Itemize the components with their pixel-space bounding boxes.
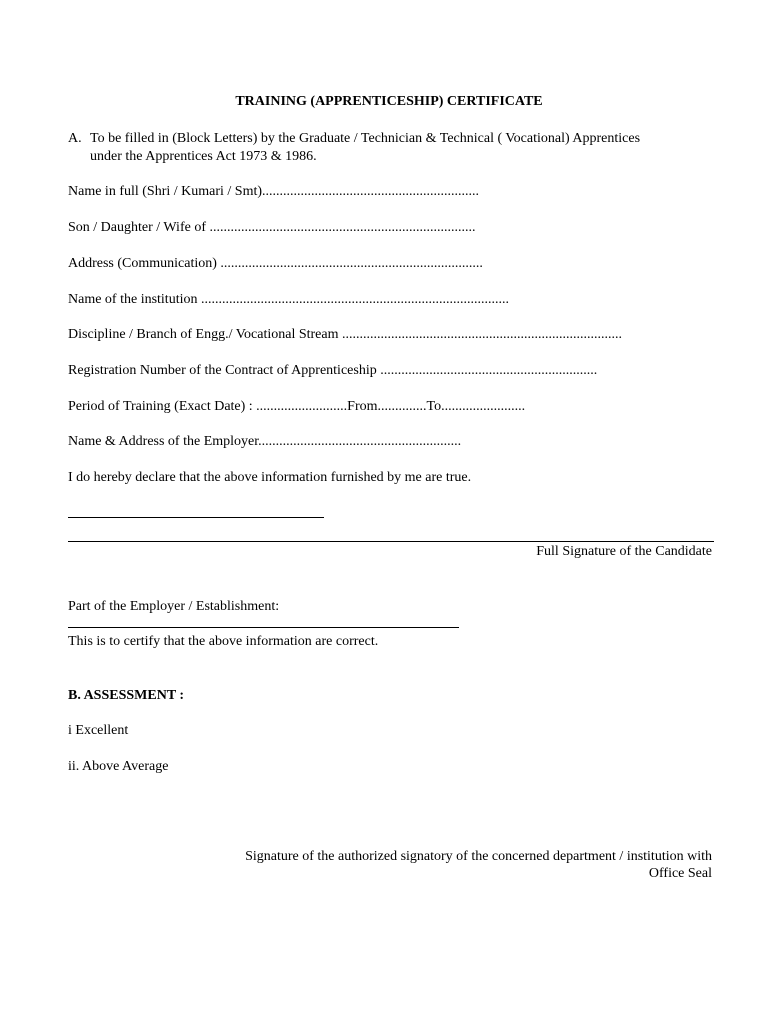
address-field[interactable]: Address (Communication) ........................................................................... <box>68 256 483 271</box>
section-a-marker: A. <box>68 131 82 146</box>
authorized-signature-line2: Office Seal <box>648 866 712 881</box>
discipline-field[interactable]: Discipline / Branch of Engg./ Vocational Stream ................................................................................ <box>68 327 622 342</box>
institution-field[interactable]: Name of the institution ........................................................................................ <box>68 292 509 307</box>
assessment-heading: B. ASSESSMENT : <box>68 688 185 703</box>
employer-field[interactable]: Name & Address of the Employer.......................................................... <box>68 434 462 449</box>
signature-blank-line[interactable] <box>68 517 324 518</box>
training-period-field[interactable]: Period of Training (Exact Date) : ..........................From..............To........................ <box>68 399 526 414</box>
page-title: TRAINING (APPRENTICESHIP) CERTIFICATE <box>235 94 543 109</box>
employer-part-heading: Part of the Employer / Establishment: <box>68 599 280 614</box>
section-divider <box>68 541 714 542</box>
registration-number-field[interactable]: Registration Number of the Contract of Apprenticeship .............................................................. <box>68 363 598 378</box>
authorized-signature-line1: Signature of the authorized signatory of the concerned department / institution with <box>245 849 712 864</box>
section-a-instruction-line1: To be filled in (Block Letters) by the Graduate / Technician & Technical ( Vocational) Apprentices <box>90 131 641 146</box>
candidate-signature-label: Full Signature of the Candidate <box>536 544 712 559</box>
assessment-item-excellent[interactable]: i Excellent <box>68 723 129 738</box>
name-field[interactable]: Name in full (Shri / Kumari / Smt).............................................................. <box>68 184 480 199</box>
section-a-instruction-line2: under the Apprentices Act 1973 & 1986. <box>90 149 317 164</box>
declaration-text: I do hereby declare that the above information furnished by me are true. <box>68 470 472 485</box>
assessment-item-above-average[interactable]: ii. Above Average <box>68 759 169 774</box>
employer-certify-text: This is to certify that the above information are correct. <box>68 634 379 649</box>
employer-blank-line[interactable] <box>68 627 459 628</box>
relation-field[interactable]: Son / Daughter / Wife of ............................................................................ <box>68 220 476 235</box>
